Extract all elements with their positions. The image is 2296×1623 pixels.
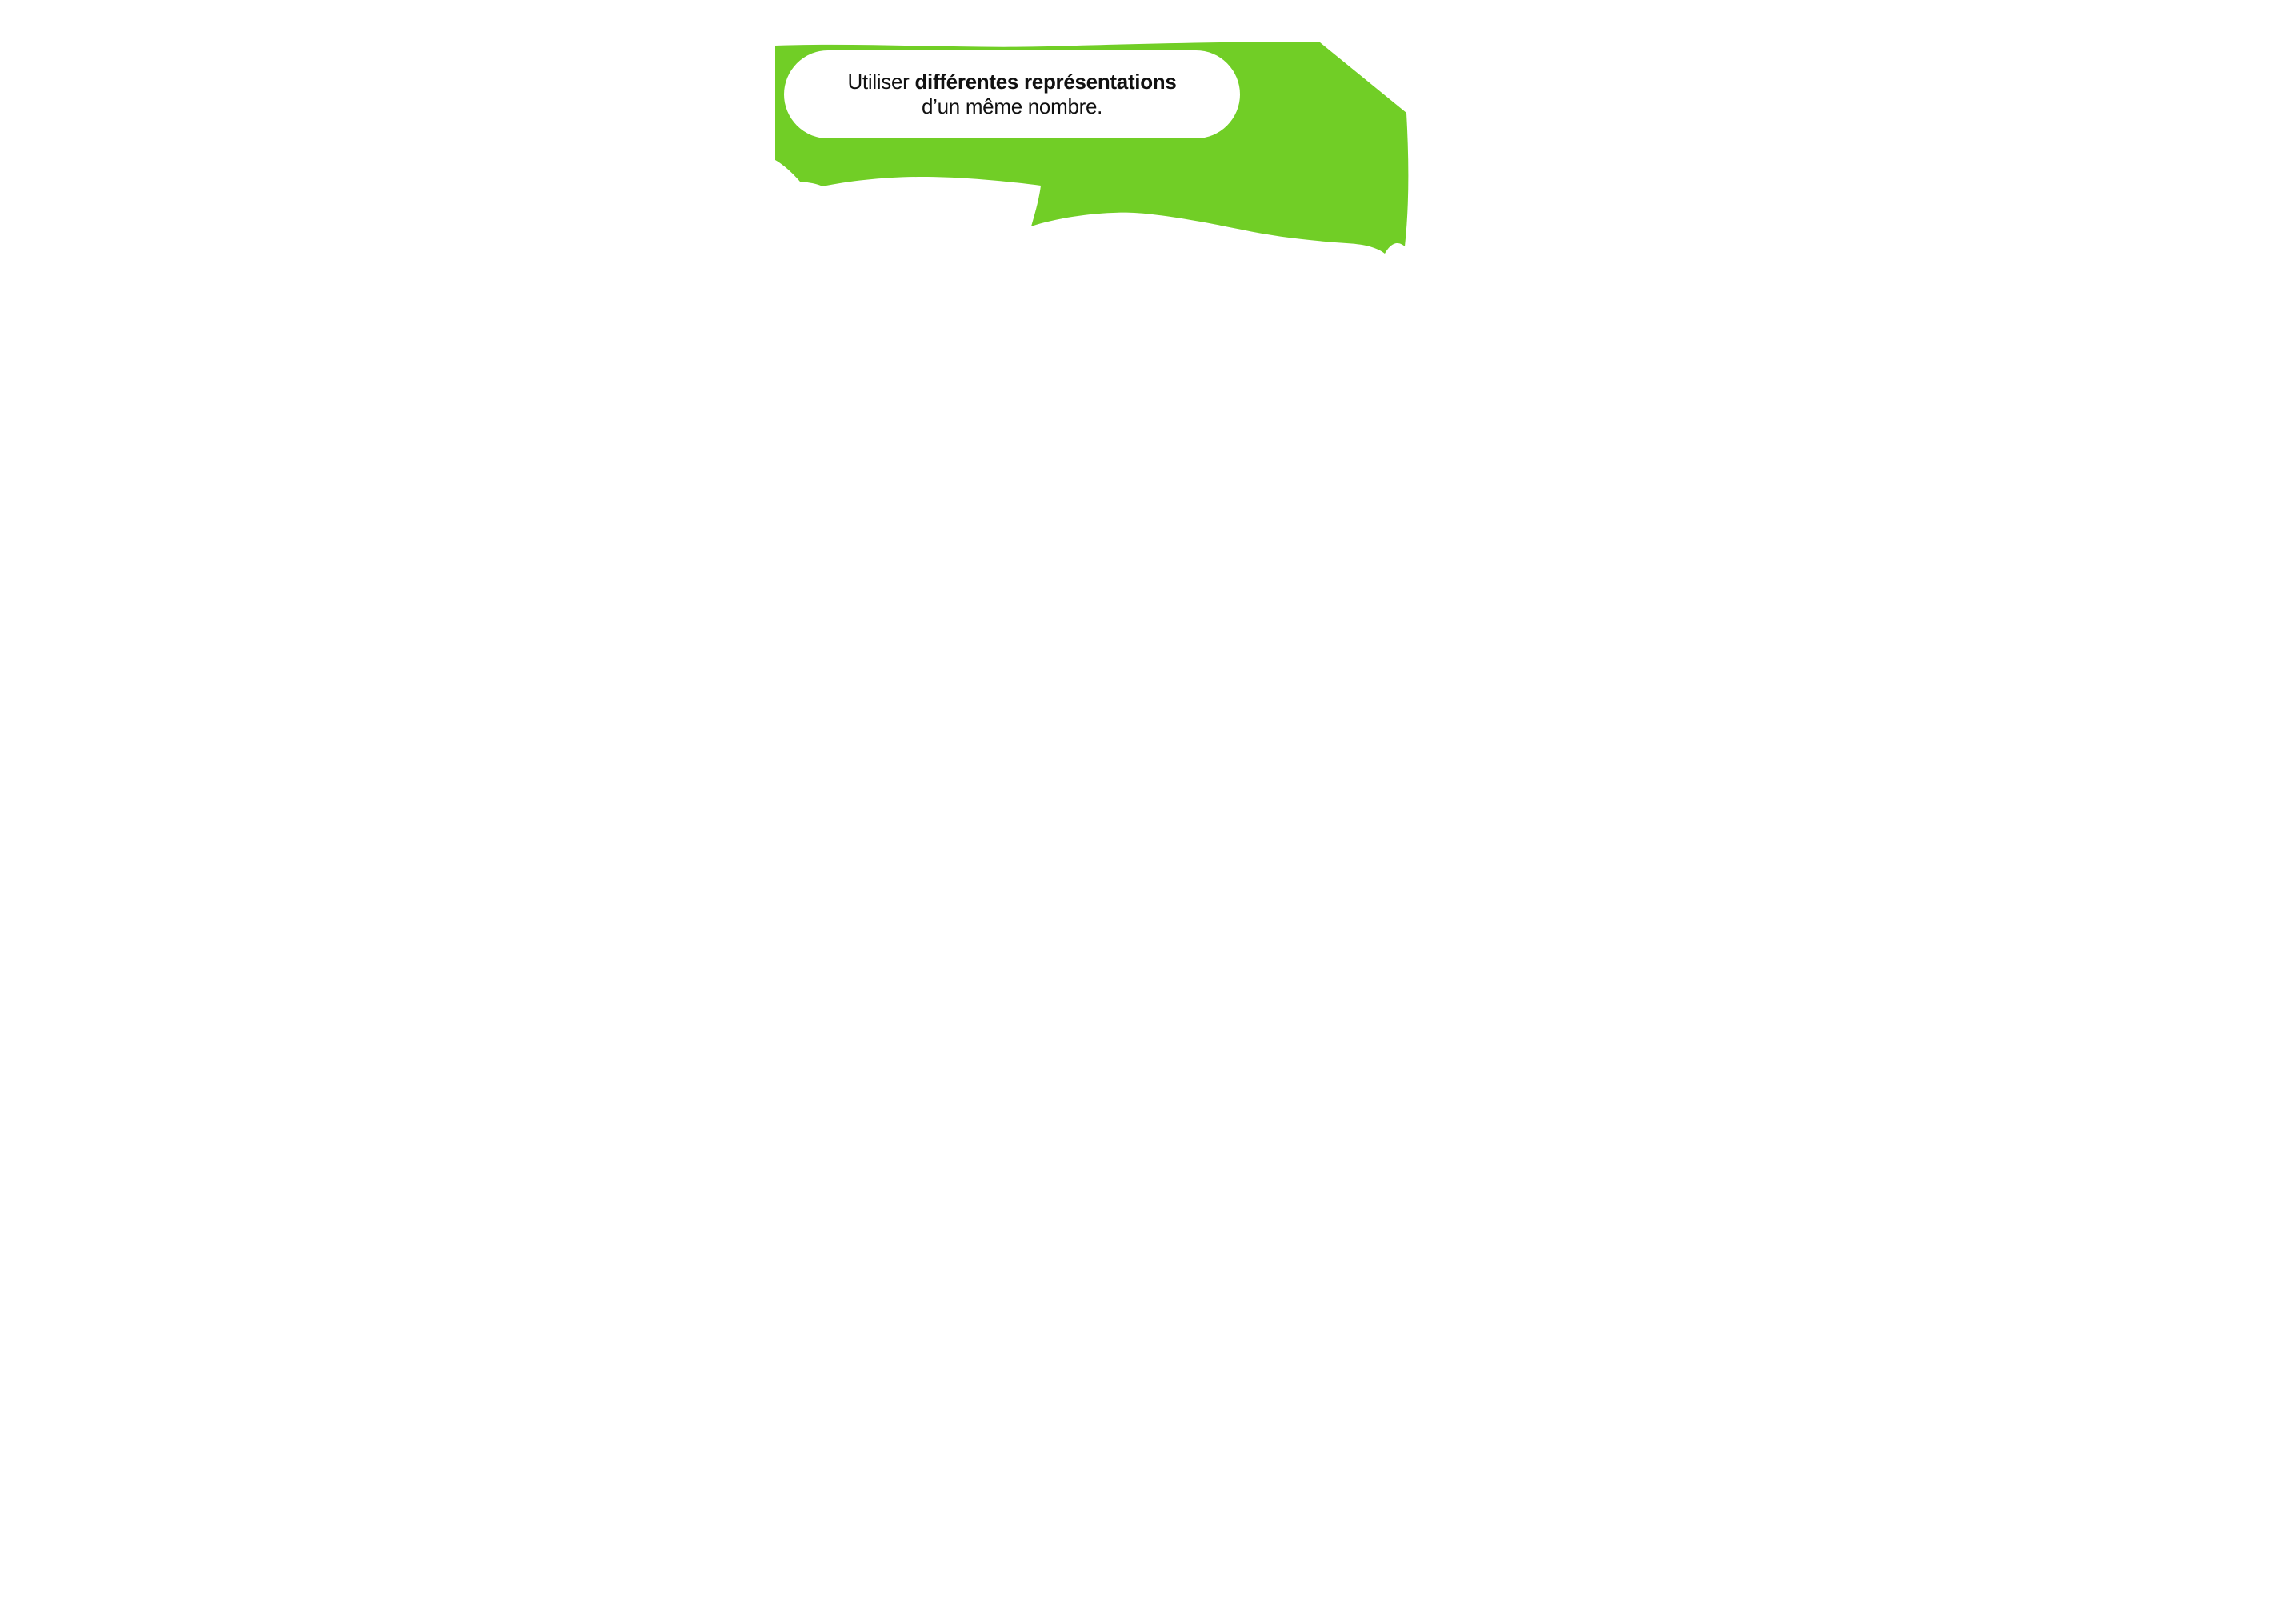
bubble-text-line1-bold: différentes représentations [914, 70, 1177, 94]
bubble-text-line2: d’un même nombre. [921, 94, 1103, 118]
bubble-text-line1-normal: Utiliser [847, 70, 915, 94]
speech-bubble [784, 50, 1240, 138]
bubble-text-line1 [847, 70, 1176, 94]
